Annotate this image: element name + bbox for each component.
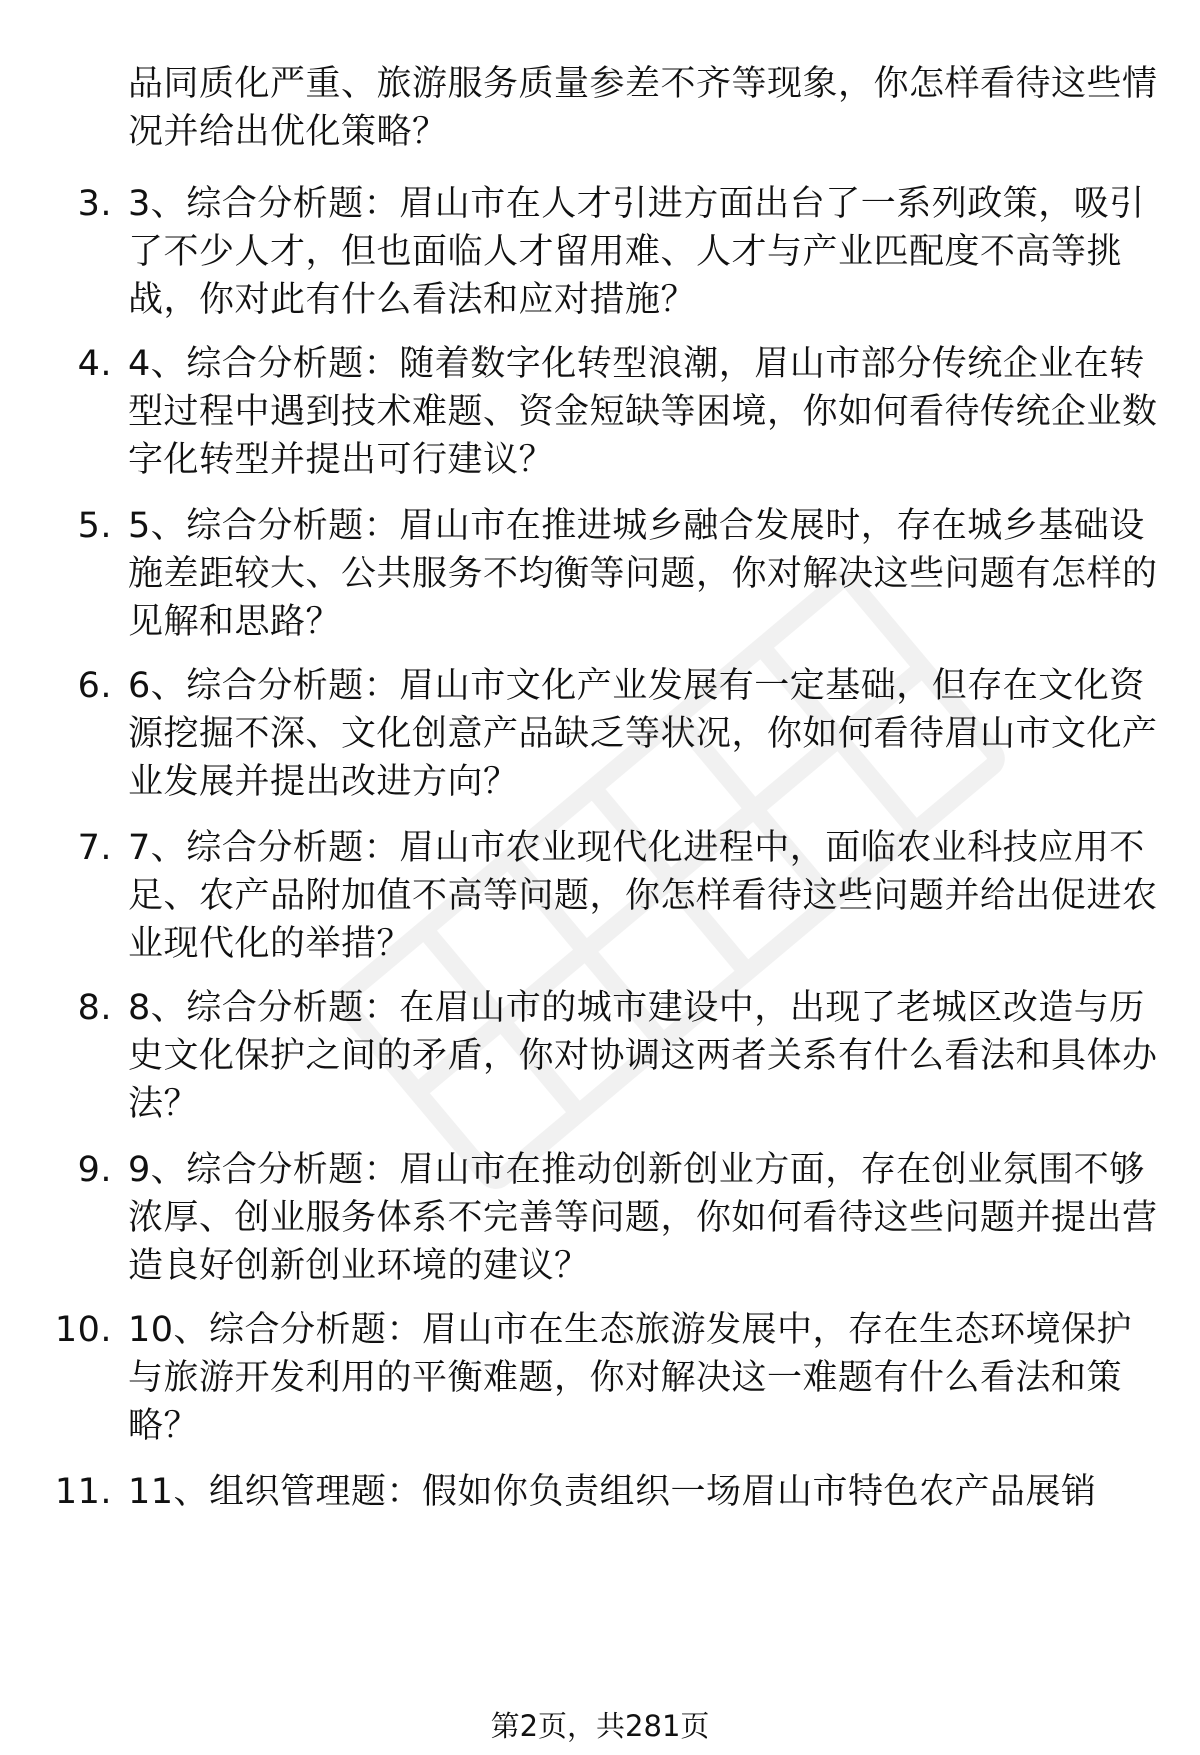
question-text: 9、综合分析题：眉山市在推动创新创业方面，存在创业氛围不够浓厚、创业服务体系不完善等问题，你如何看待这些问题并提出营造良好创新创业环境的建议？ bbox=[128, 1150, 1158, 1286]
question-text: 7、综合分析题：眉山市农业现代化进程中，面临农业科技应用不足、农产品附加值不高等问题，你怎样看待这些问题并给出促进农业现代化的举措？ bbox=[128, 828, 1158, 964]
question-text: 10、综合分析题：眉山市在生态旅游发展中，存在生态环境保护与旅游开发利用的平衡难题，你对解决这一难题有什么看法和策略？ bbox=[128, 1310, 1133, 1446]
continuation-paragraph: 品同质化严重、旅游服务质量参差不齐等现象，你怎样看待这些情况并给出优化策略？ bbox=[128, 64, 1158, 152]
question-text: 3、综合分析题：眉山市在人才引进方面出台了一系列政策，吸引了不少人才，但也面临人才留用难、人才与产业匹配度不高等挑战，你对此有什么看法和应对措施？ bbox=[128, 184, 1145, 320]
question-number: 6. bbox=[77, 666, 112, 706]
question-number: 4. bbox=[77, 344, 112, 384]
page-footer: 第2页，共281页 bbox=[490, 1709, 710, 1743]
question-number: 3. bbox=[77, 184, 112, 224]
question-number: 11. bbox=[54, 1472, 112, 1512]
question-number: 10. bbox=[54, 1310, 112, 1350]
question-text: 11、组织管理题：假如你负责组织一场眉山市特色农产品展销 bbox=[128, 1472, 1097, 1512]
question-text: 6、综合分析题：眉山市文化产业发展有一定基础，但存在文化资源挖掘不深、文化创意产品缺乏等状况，你如何看待眉山市文化产业发展并提出改进方向？ bbox=[128, 666, 1158, 802]
question-number: 8. bbox=[77, 988, 112, 1028]
question-number: 7. bbox=[77, 828, 112, 868]
question-text: 8、综合分析题：在眉山市的城市建设中，出现了老城区改造与历史文化保护之间的矛盾，你对协调这两者关系有什么看法和具体办法？ bbox=[128, 988, 1158, 1124]
question-number: 9. bbox=[77, 1150, 112, 1190]
question-text: 5、综合分析题：眉山市在推进城乡融合发展时，存在城乡基础设施差距较大、公共服务不均衡等问题，你对解决这些问题有怎样的见解和思路？ bbox=[128, 506, 1158, 642]
question-number: 5. bbox=[77, 506, 112, 546]
question-text: 4、综合分析题：随着数字化转型浪潮，眉山市部分传统企业在转型过程中遇到技术难题、资金短缺等困境，你如何看待传统企业数字化转型并提出可行建议？ bbox=[128, 344, 1158, 480]
